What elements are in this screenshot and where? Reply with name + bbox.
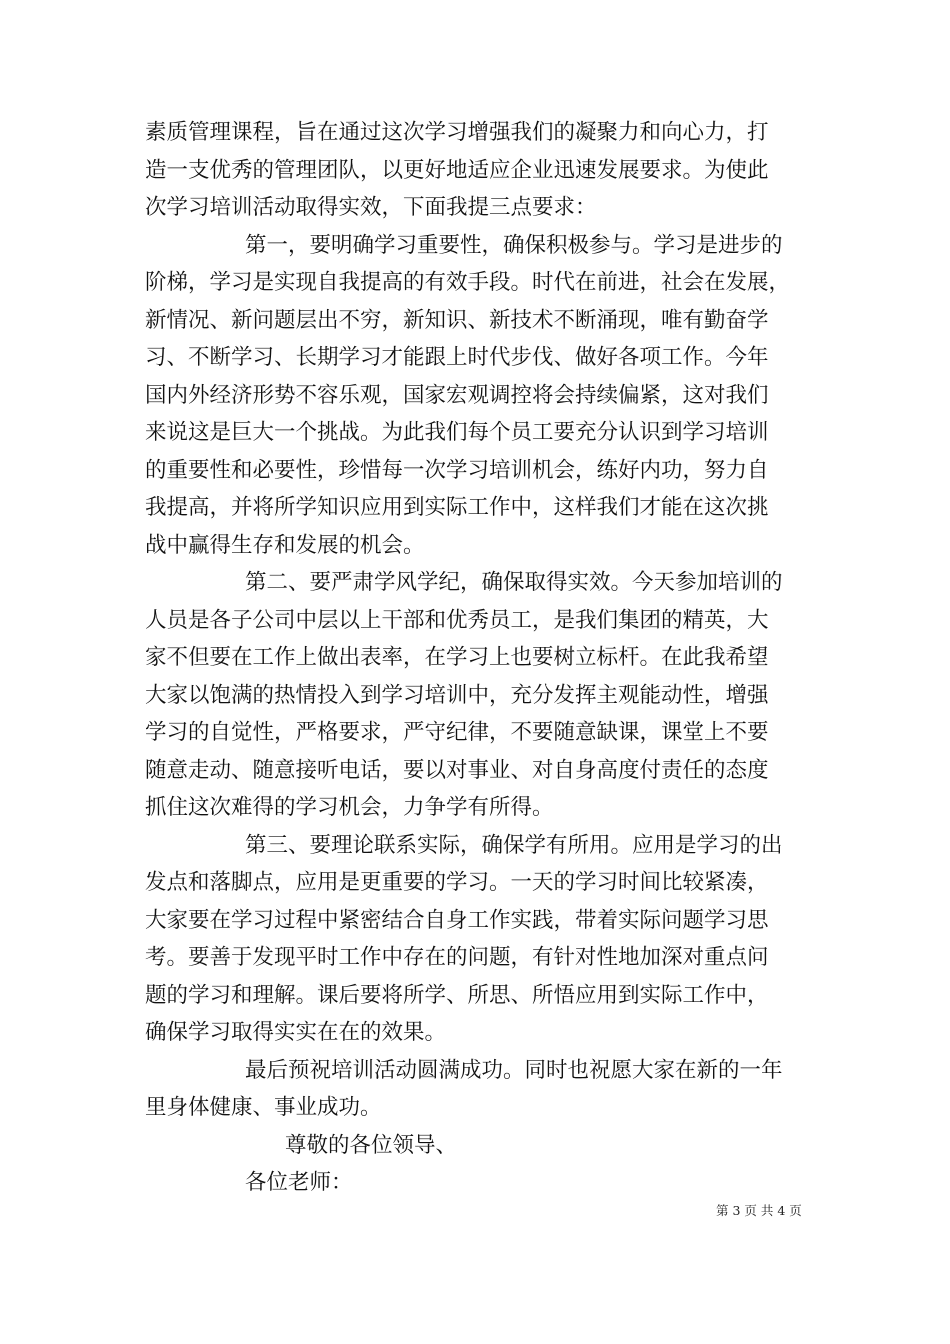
text-line: 人员是各子公司中层以上干部和优秀员工，是我们集团的精英，大 — [145, 607, 769, 633]
text-line: 里身体健康、事业成功。 — [145, 1095, 382, 1120]
paragraph-start-line: 最后预祝培训活动圆满成功。同时也祝愿大家在新的一年 — [245, 1057, 783, 1083]
text-line: 战中赢得生存和发展的机会。 — [145, 532, 425, 558]
text-line: 大家以饱满的热情投入到学习培训中，充分发挥主观能动性，增强 — [145, 682, 769, 708]
text-line: 来说这是巨大一个挑战。为此我们每个员工要充分认识到学习培训 — [145, 420, 769, 445]
text-line: 大家要在学习过程中紧密结合自身工作实践，带着实际问题学习思 — [145, 907, 769, 933]
paragraph-start-line: 第三、要理论联系实际，确保学有所用。应用是学习的出 — [245, 832, 783, 858]
page-footer: 第 3 页 共 4 页 — [716, 1203, 802, 1218]
text-line: 我提高，并将所学知识应用到实际工作中，这样我们才能在这次挑 — [145, 495, 769, 520]
text-line: 随意走动、随意接听电话，要以对事业、对自身高度付责任的态度 — [145, 757, 769, 783]
paragraph-start-line: 第二、要严肃学风学纪，确保取得实效。今天参加培训的 — [245, 570, 783, 595]
text-line: 家不但要在工作上做出表率，在学习上也要树立标杆。在此我希望 — [145, 645, 769, 670]
text-line: 发点和落脚点，应用是更重要的学习。一天的学习时间比较紧凑， — [145, 870, 769, 895]
text-line: 抓住这次难得的学习机会，力争学有所得。 — [145, 795, 554, 820]
text-line: 习、不断学习、长期学习才能跟上时代步伐、做好各项工作。今年 — [145, 345, 769, 370]
text-line: 考。要善于发现平时工作中存在的问题，有针对性地加深对重点问 — [145, 945, 769, 970]
paragraph-start-line: 第一，要明确学习重要性，确保积极参与。学习是进步的 — [245, 232, 783, 258]
text-line: 新情况、新问题层出不穷，新知识、新技术不断涌现，唯有勤奋学 — [145, 307, 769, 333]
text-line: 学习的自觉性，严格要求，严守纪律，不要随意缺课，课堂上不要 — [145, 720, 769, 745]
document-body — [145, 114, 825, 1194]
salutation-line: 各位老师： — [245, 1170, 353, 1195]
text-line: 国内外经济形势不容乐观，国家宏观调控将会持续偏紧，这对我们 — [145, 382, 769, 408]
text-line: 题的学习和理解。课后要将所学、所思、所悟应用到实际工作中， — [145, 982, 769, 1008]
text-line: 阶梯，学习是实现自我提高的有效手段。时代在前进，社会在发展， — [145, 270, 791, 295]
salutation-line: 尊敬的各位领导、 — [285, 1132, 458, 1158]
text-line: 次学习培训活动取得实效，下面我提三点要求： — [145, 195, 597, 220]
text-line: 的重要性和必要性，珍惜每一次学习培训机会，练好内功，努力自 — [145, 457, 769, 483]
text-line: 造一支优秀的管理团队，以更好地适应企业迅速发展要求。为使此 — [145, 157, 769, 183]
text-line: 素质管理课程，旨在通过这次学习增强我们的凝聚力和向心力，打 — [145, 120, 769, 145]
text-line: 确保学习取得实实在在的效果。 — [145, 1020, 447, 1045]
